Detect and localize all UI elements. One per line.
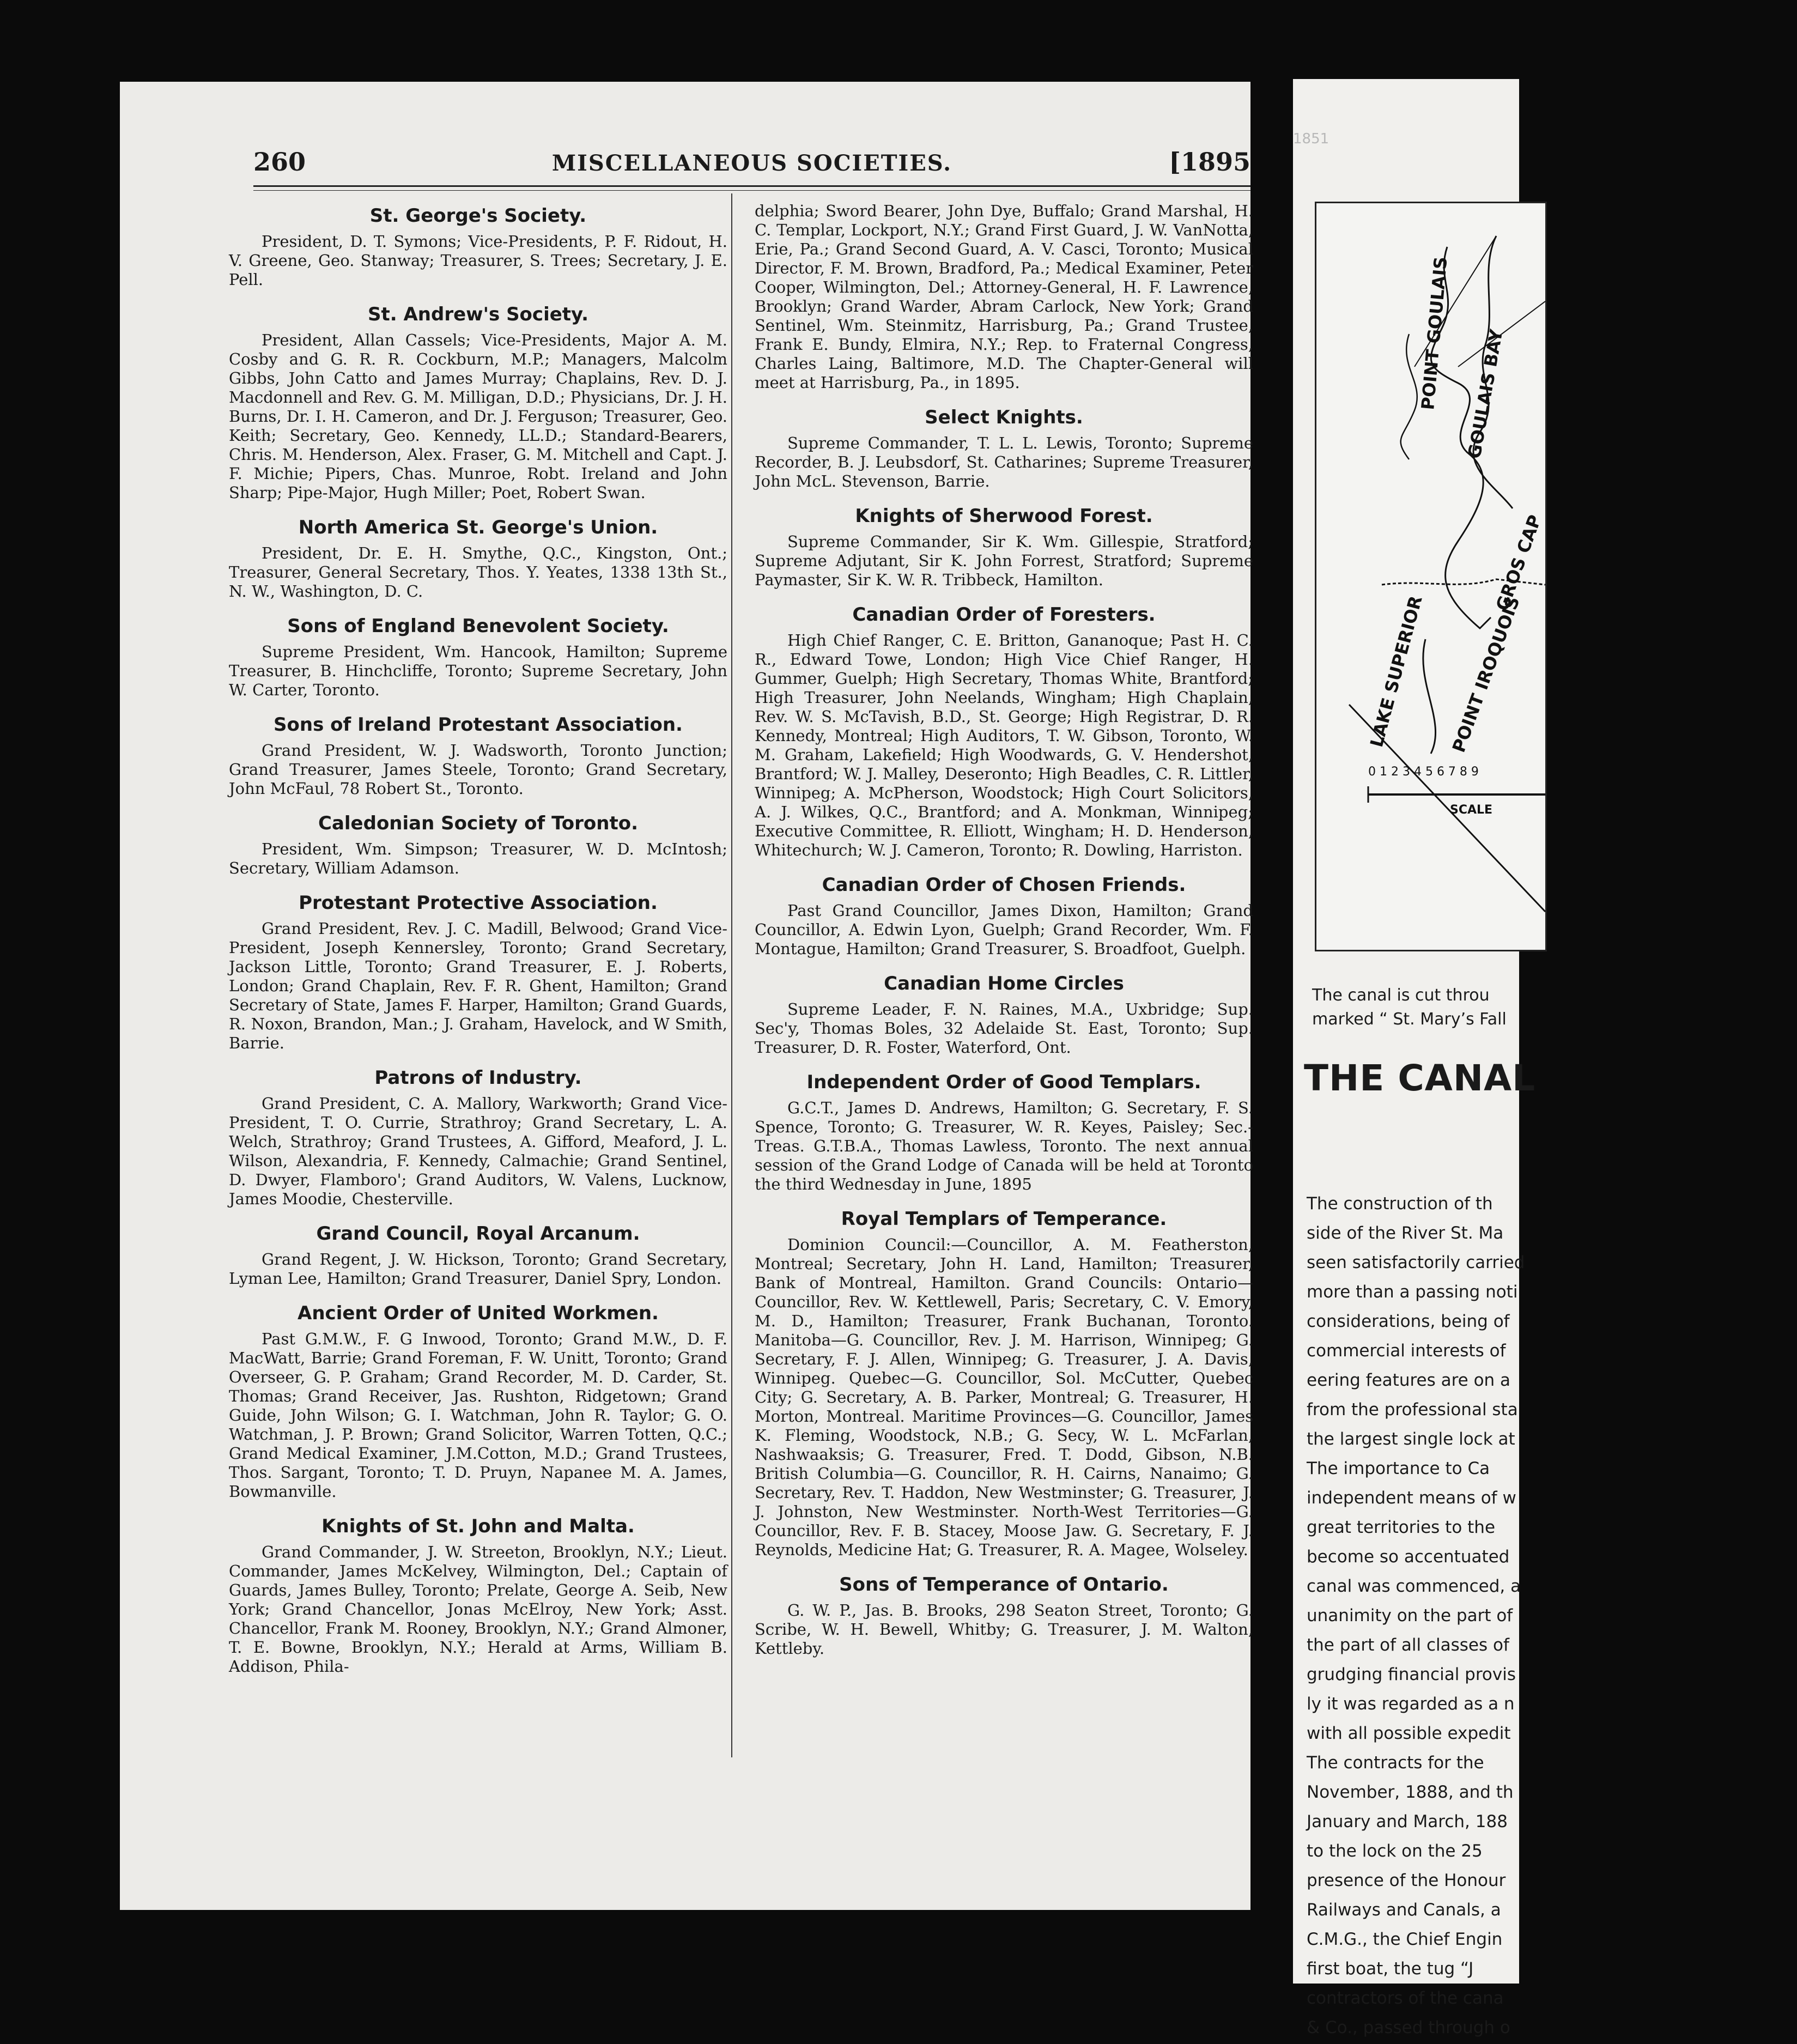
society-title: Ancient Order of United Workmen. xyxy=(298,1302,659,1324)
body-line: January and March, 188 xyxy=(1307,1812,1508,1831)
body-line: ly it was regarded as a n xyxy=(1307,1694,1515,1714)
body-line: commercial interests of xyxy=(1307,1341,1506,1361)
body-line: independent means of w xyxy=(1307,1488,1516,1508)
society-title: Royal Templars of Temperance. xyxy=(841,1208,1167,1230)
society-title: Patrons of Industry. xyxy=(374,1067,582,1089)
society-officers: Dominion Council:—Councillor, A. M. Featherston, Montreal; Secretary, John H. Land, Hamilton; Treasurer, Bank of Montreal, Hamilton. Grand Councils: Ontario—Councillor, Rev. W. Kettlewell, Paris; Secretary, C. V. Emory, M. D., Hamilton; Treasurer, Frank Buchanan, Toronto. Manitoba—G. Councillor, Rev. J. M. Harrison, Winnipeg; G. Secretary, F. J. Allen, Winnipeg; G. Treasurer, J. A. Davis, Winnipeg. Quebec—G. Councillor, Sol. McCutter, Quebec City; G. Secretary, A. B. Parker, Montreal; G. Treasurer, H. Morton, Montreal. Maritime Provinces—G. Councillor, James K. Fleming, Woodstock, N.B.; G. Secy, W. L. McFarlan, Nashwaaksis; G. Treasurer, Fred. T. Dodd, Gibson, N.B. British Columbia—G. Councillor, R. H. Cairns, Nanaimo; G. Secretary, Rev. T. Haddon, New Westminster; G. Treasurer, J. J. Johnston, New Westminster. North-West Territories—G. Councillor, Rev. F. B. Stacey, Moose Jaw. G. Secretary, F. J. Reynolds, Medicine Hat; G. Treasurer, R. A. Magee, Wolseley. xyxy=(755,1235,1253,1559)
society-officers: Supreme Commander, T. L. L. Lewis, Toronto; Supreme Recorder, B. J. Leubsdorf, St. Catharines; Supreme Treasurer, John McL. Stevenson, Barrie. xyxy=(755,434,1253,490)
society-title: Knights of Sherwood Forest. xyxy=(855,505,1153,527)
body-line: side of the River St. Ma xyxy=(1307,1223,1504,1243)
column-divider xyxy=(731,193,732,1757)
map-drawing xyxy=(1316,203,1545,950)
body-line: presence of the Honour xyxy=(1307,1871,1506,1890)
society-title: Grand Council, Royal Arcanum. xyxy=(316,1223,640,1245)
page-header xyxy=(253,147,1250,180)
society-title: Knights of St. John and Malta. xyxy=(321,1515,635,1537)
map-scale-label: SCALE xyxy=(1450,803,1493,817)
running-head: MISCELLANEOUS SOCIETIES. xyxy=(551,150,952,176)
body-line: C.M.G., the Chief Engin xyxy=(1307,1930,1503,1949)
society-title: Protestant Protective Association. xyxy=(299,892,658,914)
society-officers: Supreme President, Wm. Hancook, Hamilton; Supreme Treasurer, B. Hinchcliffe, Toronto; Supreme Secretary, John W. Carter, Toronto. xyxy=(229,642,727,699)
body-line: grudging financial provis xyxy=(1307,1665,1516,1684)
page-number: 260 xyxy=(253,147,306,177)
society-officers: High Chief Ranger, C. E. Britton, Gananoque; Past H. C. R., Edward Towe, London; High Vice Chief Ranger, H. Gummer, Guelph; High Secretary, Thomas White, Brantford; High Treasurer, John Neelands, Wingham; High Chaplain, Rev. W. S. McTavish, B.D., St. George; High Registrar, D. R. Kennedy, Montreal; High Auditors, T. W. Gibson, Toronto, W. M. Graham, Lakefield; High Woodwards, G. V. Hendershot, Brantford; W. J. Malley, Deseronto; High Beadles, C. R. Littler, Winnipeg; A. McPherson, Woodstock; High Court Solicitors, A. J. Wilkes, Q.C., Brantford; and A. Monkman, Winnipeg; Executive Committee, R. Elliott, Wingham; H. D. Henderson, Whitechurch; W. J. Cameron, Toronto; R. Dowling, Harriston. xyxy=(755,631,1253,859)
society-title: Sons of Ireland Protestant Association. xyxy=(274,714,683,736)
society-officers: Grand President, Rev. J. C. Madill, Belwood; Grand Vice-President, Joseph Kennersley, Toronto; Grand Secretary, Jackson Little, Toronto; Grand Treasurer, E. J. Roberts, London; Grand Chaplain, Rev. F. R. Ghent, Hamilton; Grand Secretary of State, James F. Harper, Hamilton; Grand Guards, R. Noxon, Brandon, Man.; J. Graham, Havelock, and W Smith, Barrie. xyxy=(229,919,727,1052)
caption-line: marked “ St. Mary’s Fall xyxy=(1312,1010,1507,1029)
society-officers: G. W. P., Jas. B. Brooks, 298 Seaton Street, Toronto; G. Scribe, W. H. Bewell, Whitby; G. Treasurer, J. M. Walton, Kettleby. xyxy=(755,1601,1253,1658)
bleed-through-text: 1851 xyxy=(1293,131,1329,147)
society-title: St. Andrew's Society. xyxy=(368,304,588,325)
society-officers: G.C.T., James D. Andrews, Hamilton; G. Secretary, F. S. Spence, Toronto; G. Treasurer, W. R. Keyes, Paisley; Sec.-Treas. G.T.B.A., Thomas Lawless, Toronto. The next annual session of the Grand Lodge of Canada will be held at Toronto the third Wednesday in June, 1895 xyxy=(755,1099,1253,1193)
society-title: Independent Order of Good Templars. xyxy=(806,1071,1201,1093)
caption-line: The canal is cut throu xyxy=(1312,986,1490,1005)
map-label-goulais-bay: GOULAIS BAY xyxy=(1464,327,1507,460)
continued-text: delphia; Sword Bearer, John Dye, Buffalo; Grand Marshal, H. C. Templar, Lockport, N.Y.; Grand First Guard, J. W. VanNotta, Erie, Pa.; Grand Second Guard, A. V. Casci, Toronto; Musical Director, F. M. Brown, Bradford, Pa.; Medical Examiner, Peter Cooper, Wilmington, Del.; Attorney-General, H. F. Lawrence, Brooklyn; Grand Warder, Abram Carlock, New York; Grand Sentinel, Wm. Steinmitz, Harrisburg, Pa.; Grand Trustee, Frank E. Bundy, Elmira, N.Y.; Rep. to Fraternal Congress, Charles Laing, Baltimore, M.D. The Chapter-General will meet at Harrisburg, Pa., in 1895. xyxy=(755,202,1253,392)
body-line: unanimity on the part of xyxy=(1307,1606,1513,1626)
body-line: the largest single lock at xyxy=(1307,1429,1515,1449)
right-column xyxy=(755,202,1253,1671)
society-officers: Grand Commander, J. W. Streeton, Brooklyn, N.Y.; Lieut. Commander, James McKelvey, Wilmington, Del.; Captain of Guards, James Bulley, Toronto; Prelate, George A. Seib, New York; Grand Chancellor, Jonas McElroy, New York; Asst. Chancellor, Frank M. Rooney, Brooklyn, N.Y.; Grand Almoner, T. E. Bowne, Brooklyn, N.Y.; Herald at Arms, William B. Addison, Phila- xyxy=(229,1543,727,1676)
society-title: Canadian Order of Chosen Friends. xyxy=(822,874,1186,896)
left-page xyxy=(120,82,1253,1910)
society-title: Canadian Order of Foresters. xyxy=(852,604,1156,626)
right-body-text xyxy=(1307,1191,1797,2044)
map-label-lake-superior: LAKE SUPERIOR xyxy=(1366,593,1426,750)
society-title: Canadian Home Circles xyxy=(884,973,1124,994)
society-officers: Grand President, W. J. Wadsworth, Toronto Junction; Grand Treasurer, James Steele, Toronto; Grand Secretary, John McFaul, 78 Robert St., Toronto. xyxy=(229,741,727,798)
body-line: considerations, being of xyxy=(1307,1312,1510,1331)
body-line: The construction of th xyxy=(1307,1194,1493,1214)
map-label-gros-cap: GROS CAP xyxy=(1491,512,1546,614)
society-officers: Past G.M.W., F. G Inwood, Toronto; Grand M.W., D. F. MacWatt, Barrie; Grand Foreman, F. W. Unitt, Toronto; Grand Overseer, G. P. Graham; Grand Recorder, M. D. Carder, St. Thomas; Grand Receiver, Jas. Rushton, Ridgetown; Grand Guide, John Wilson; G. I. Watchman, John R. Taylor; G. O. Watchman, J. P. Brown; Grand Solicitor, Warren Totten, Q.C.; Grand Medical Examiner, J.M.Cotton, M.D.; Grand Trustees, Thos. Sargant, Toronto; T. D. Pruyn, Napanee M. A. James, Bowmanville. xyxy=(229,1330,727,1501)
map-caption xyxy=(1312,984,1639,1032)
section-heading: THE CANAL xyxy=(1304,1057,1536,1099)
body-line: The importance to Ca xyxy=(1307,1459,1490,1478)
body-line: become so accentuated xyxy=(1307,1547,1510,1567)
society-title: North America St. George's Union. xyxy=(298,517,658,538)
society-title: St. George's Society. xyxy=(369,205,587,227)
society-officers: President, Dr. E. H. Smythe, Q.C., Kingston, Ont.; Treasurer, General Secretary, Thos. Y. Yeates, 1338 13th St., N. W., Washington, D. C. xyxy=(229,544,727,601)
society-title: Select Knights. xyxy=(925,407,1083,428)
body-line: from the professional sta xyxy=(1307,1400,1518,1420)
society-officers: President, Wm. Simpson; Treasurer, W. D. McIntosh; Secretary, William Adamson. xyxy=(229,840,727,877)
society-officers: Grand Regent, J. W. Hickson, Toronto; Grand Secretary, Lyman Lee, Hamilton; Grand Treasurer, Daniel Spry, London. xyxy=(229,1250,727,1288)
body-line: seen satisfactorily carried xyxy=(1307,1253,1525,1272)
society-officers: President, Allan Cassels; Vice-Presidents, Major A. M. Cosby and G. R. R. Cockburn, M.P.; Managers, Malcolm Gibbs, John Catto and James Murray; Chaplains, Rev. D. J. Macdonnell and Rev. G. M. Milligan, D.D.; Physicians, Dr. J. H. Burns, Dr. I. H. Cameron, and Dr. J. Ferguson; Treasurer, Geo. Keith; Secretary, Geo. Kennedy, LL.D.; Standard-Bearers, Chris. M. Henderson, Alex. Fraser, G. M. Mitchell and Capt. J. F. Michie; Pipers, Chas. Munroe, Robt. Ireland and John Sharp; Pipe-Major, Hugh Miller; Poet, Robert Swan. xyxy=(229,331,727,502)
body-line: canal was commenced, a xyxy=(1307,1576,1521,1596)
body-line: with all possible expedit xyxy=(1307,1724,1511,1743)
body-line: Railways and Canals, a xyxy=(1307,1900,1501,1920)
body-line: first boat, the tug “J xyxy=(1307,1959,1474,1979)
map-label-point-goulais: POINT GOULAIS xyxy=(1417,256,1452,411)
body-line: The contracts for the xyxy=(1307,1753,1484,1773)
right-page xyxy=(1293,79,1546,2037)
body-line: more than a passing noti xyxy=(1307,1282,1518,1302)
society-officers: Grand President, C. A. Mallory, Warkworth; Grand Vice-President, T. O. Currie, Strathroy; Grand Secretary, L. A. Welch, Strathroy; Grand Trustees, A. Gifford, Meaford, J. L. Wilson, Alexandria, F. Kennedy, Calmachie; Grand Sentinel, D. Dwyer, Flamboro'; Grand Auditors, W. Valens, Lucknow, James Moodie, Chesterville. xyxy=(229,1094,727,1208)
body-line: eering features are on a xyxy=(1307,1370,1511,1390)
body-line: November, 1888, and th xyxy=(1307,1782,1514,1802)
canal-map xyxy=(1315,202,1547,951)
society-title: Sons of England Benevolent Society. xyxy=(287,615,669,637)
left-column xyxy=(229,202,727,1689)
society-officers: Supreme Leader, F. N. Raines, M.A., Uxbridge; Sup. Sec'y, Thomas Boles, 32 Adelaide St. East, Toronto; Sup. Treasurer, D. R. Foster, Waterford, Ont. xyxy=(755,1000,1253,1057)
body-line: & Co., passed through o xyxy=(1307,2018,1510,2037)
body-line: to the lock on the 25 xyxy=(1307,1841,1483,1861)
year-marker: [1895 xyxy=(1169,147,1250,177)
society-title: Sons of Temperance of Ontario. xyxy=(839,1574,1169,1596)
body-line: great territories to the xyxy=(1307,1518,1496,1537)
body-line: contractors of the cana xyxy=(1307,1988,1504,2008)
society-officers: Past Grand Councillor, James Dixon, Hamilton; Grand Councillor, A. Edwin Lyon, Guelph; Grand Recorder, Wm. F. Montague, Hamilton; Grand Treasurer, S. Broadfoot, Guelph. xyxy=(755,901,1253,958)
map-label-point-iroquois: POINT IROQUOIS xyxy=(1448,593,1524,755)
map-scale-numbers: 0 1 2 3 4 5 6 7 8 9 xyxy=(1368,765,1479,779)
society-officers: President, D. T. Symons; Vice-Presidents, P. F. Ridout, H. V. Greene, Geo. Stanway; Treasurer, S. Trees; Secretary, J. E. Pell. xyxy=(229,232,727,289)
society-title: Caledonian Society of Toronto. xyxy=(318,812,638,834)
society-officers: Supreme Commander, Sir K. Wm. Gillespie, Stratford; Supreme Adjutant, Sir K. John Forrest, Stratford; Supreme Paymaster, Sir K. W. R. Tribbeck, Hamilton. xyxy=(755,532,1253,589)
body-line: the part of all classes of xyxy=(1307,1635,1509,1655)
header-rule xyxy=(253,185,1250,191)
